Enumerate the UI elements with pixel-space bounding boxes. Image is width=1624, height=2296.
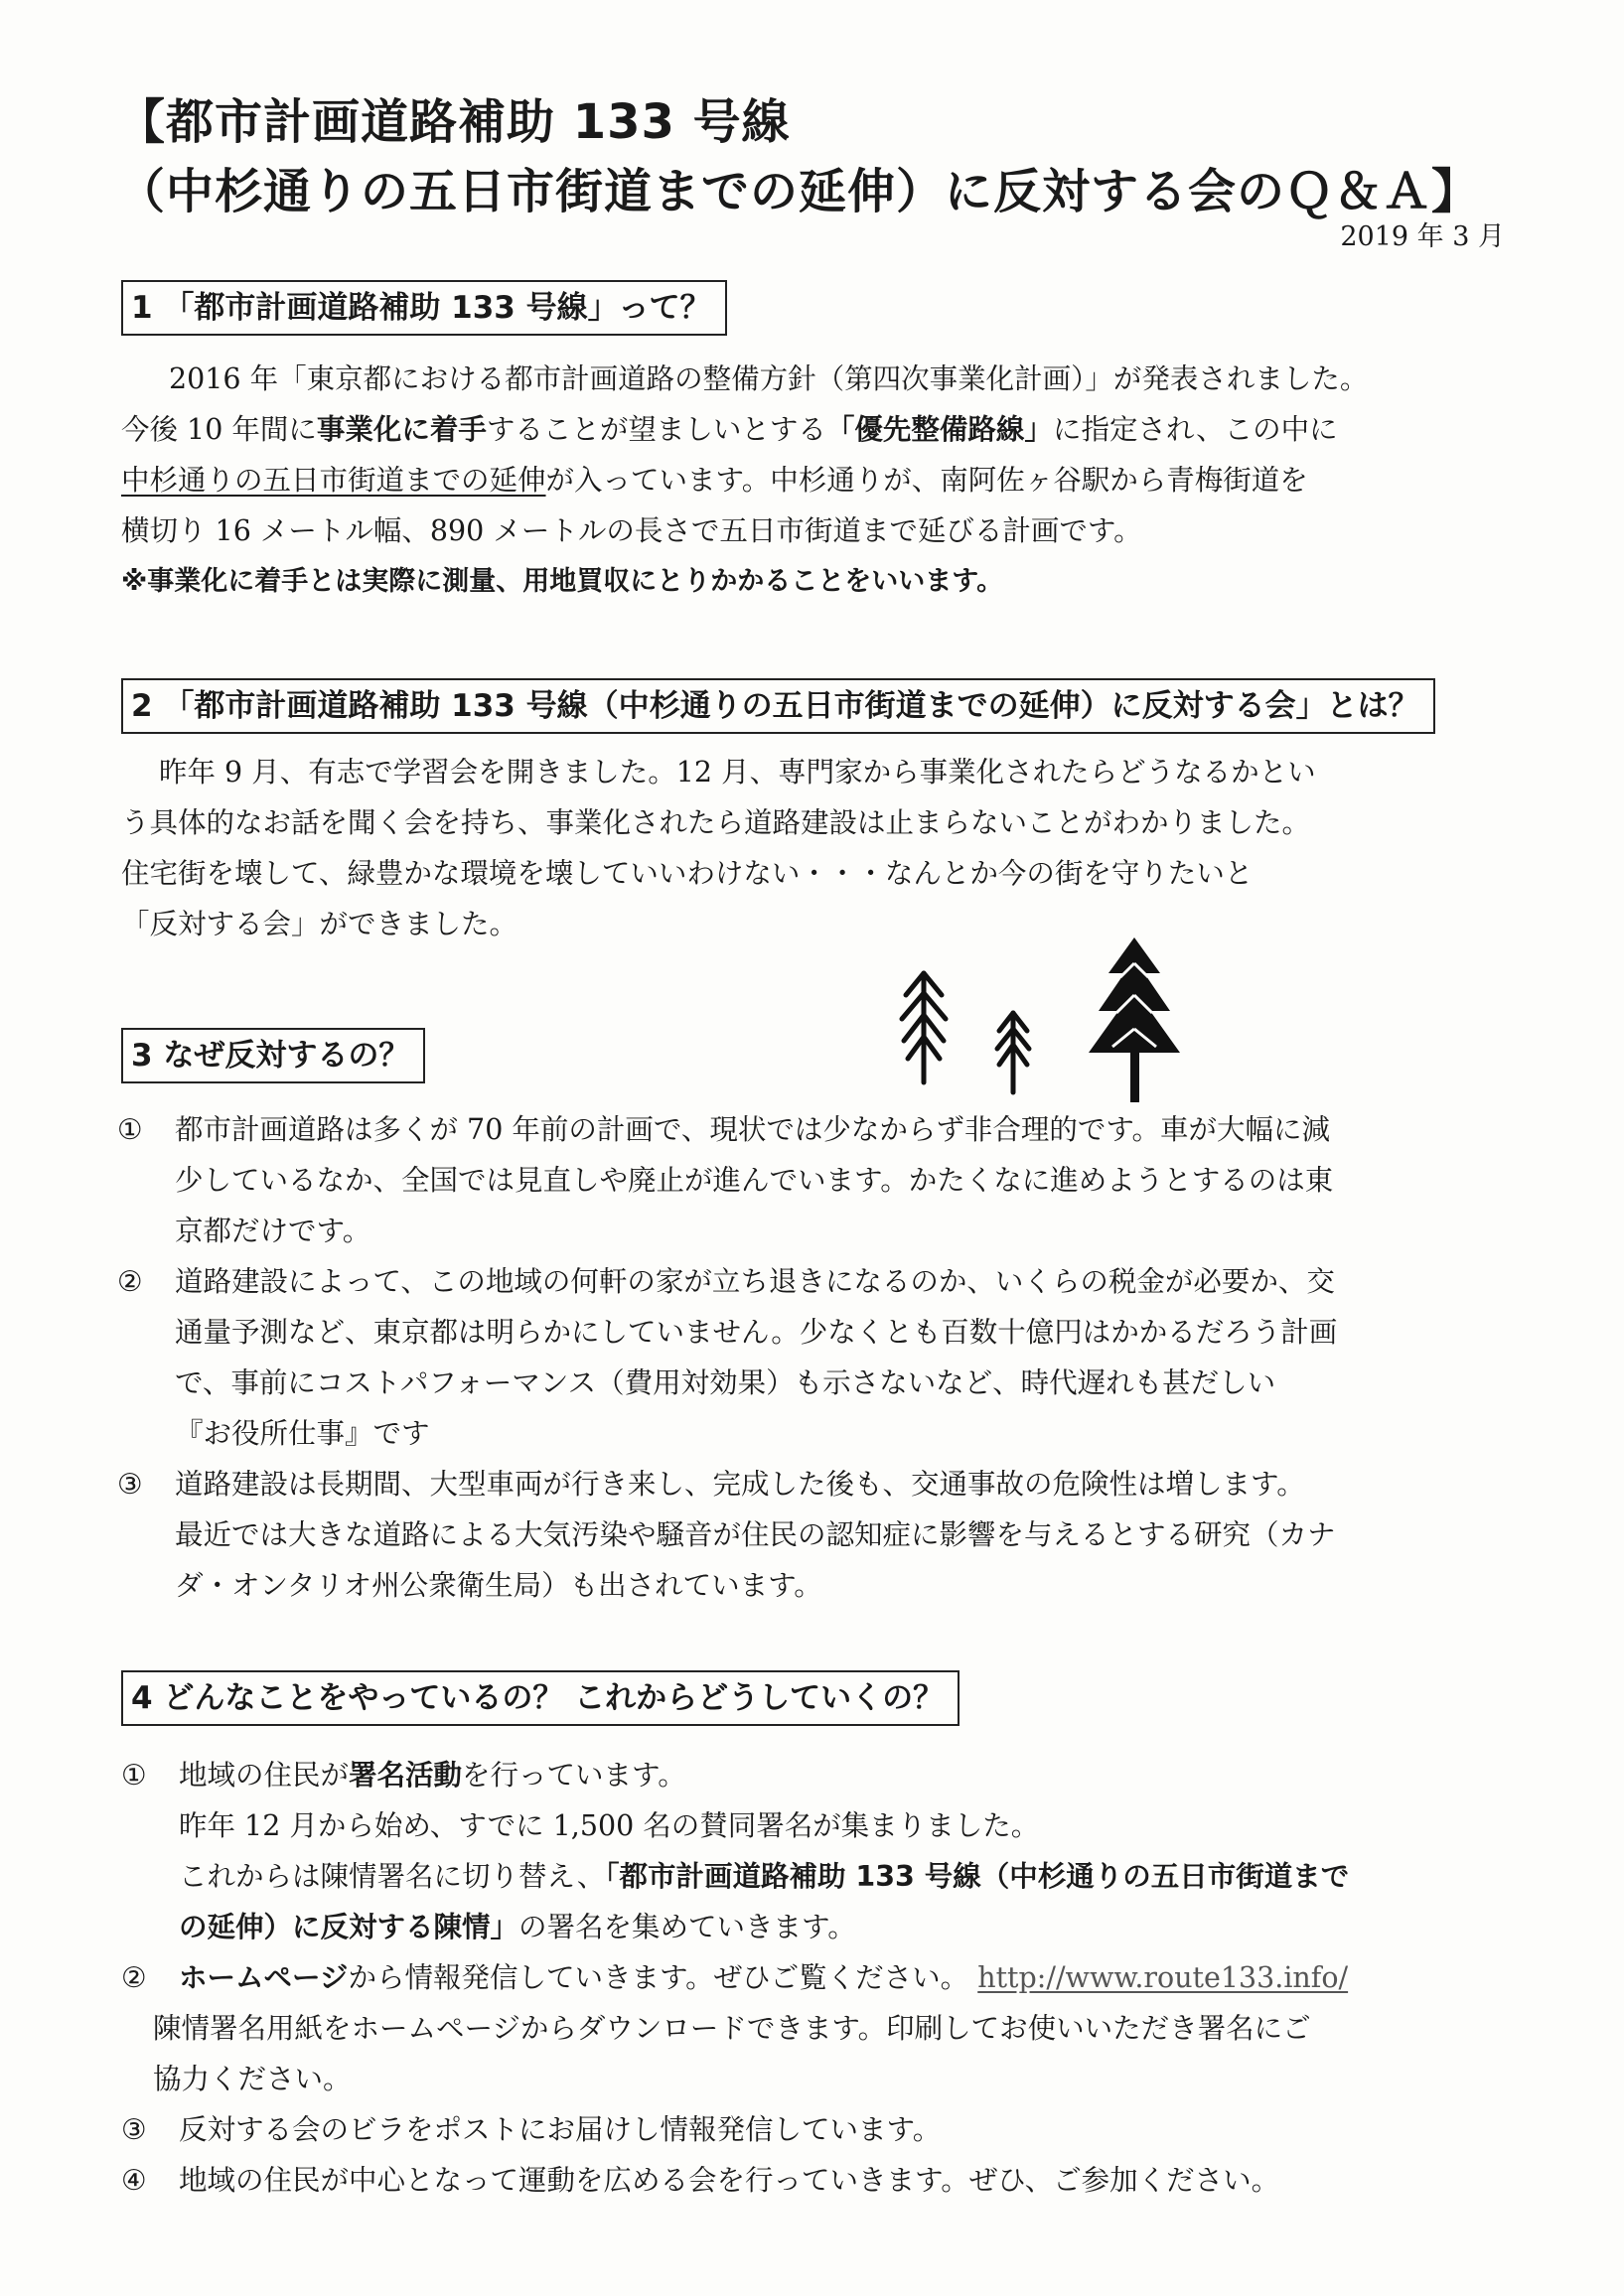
title-line-1: 【都市計画道路補助 133 号線 — [117, 94, 791, 150]
s1-line-3: 中杉通りの五日市街道までの延伸が入っています。中杉通りが、南阿佐ヶ谷駅から青梅街道を — [121, 464, 1308, 497]
section-1-body — [121, 354, 1512, 607]
document-title — [117, 87, 1528, 226]
s4-item-3: ③ 反対する会のビラをポストにお届けし情報発信しています。 — [121, 2113, 942, 2146]
s3-item-3: ③ 道路建設は長期間、大型車両が行き来し、完成した後も、交通事故の危険性は増します。 最近では大きな道路による大気汚染や騒音が住民の認知症に影響を与えるとする研究（カナ ダ・オンタリオ州公衆衛生局）も出されています。 — [117, 1468, 1336, 1602]
s1-line-4: 横切り 16 メートル幅、890 メートルの長さで五日市街道まで延びる計画です。 — [121, 514, 1142, 547]
title-line-2: （中杉通りの五日市街道までの延伸）に反対する会のＱ＆Ａ】 — [117, 164, 1481, 219]
section-1-heading: 1 「都市計画道路補助 133 号線」って？ — [121, 280, 727, 336]
s2-line-4: 「反対する会」ができました。 — [121, 908, 518, 940]
large-tree-icon — [1089, 937, 1180, 1102]
s3-item-2: ② 道路建設によって、この地域の何軒の家が立ち退きになるのか、いくらの税金が必要か、交 通量予測など、東京都は明らかにしていません。少なくとも百数十億円はかかるだろう計画 で、事前にコストパフォーマンス（費用対効果）も示さないなど、時代遅れも甚だしい 『お役所仕事』です — [117, 1265, 1338, 1450]
s3-item-1: ① 都市計画道路は多くが 70 年前の計画で、現状では少なからず非合理的です。車が大幅に減 少しているなか、全国では見直しや廃止が進んでいます。かたくなに進めようとするのは東 京都だけです。 — [117, 1113, 1334, 1247]
small-tree-middle-icon — [997, 1013, 1029, 1092]
tree-illustration — [874, 933, 1202, 1112]
section-2-body — [121, 747, 1512, 949]
s4-item-2: ② ホームページから情報発信していきます。ぜひご覧ください。 http://www.route133.info/ 陳情署名用紙をホームページからダウンロードできます。印刷してお使いいただき署名にご 協力ください。 — [121, 1961, 1349, 2095]
section-2-heading: 2 「都市計画道路補助 133 号線（中杉通りの五日市街道までの延伸）に反対する会」とは？ — [121, 678, 1435, 734]
small-tree-left-icon — [902, 973, 946, 1082]
s2-line-3: 住宅街を壊して、緑豊かな環境を壊していいわけない・・・なんとか今の街を守りたいと — [121, 857, 1254, 890]
section-4-heading: 4 どんなことをやっているの？ これからどうしていくの？ — [121, 1670, 960, 1726]
s2-line-2: う具体的なお話を聞く会を持ち、事業化されたら道路建設は止まらないことがわかりました。 — [121, 806, 1311, 839]
section-4-body — [121, 1750, 1512, 2206]
s1-line-1: 2016 年「東京都における都市計画道路の整備方針（第四次事業化計画）」が発表されました。 — [169, 362, 1369, 395]
section-3-heading: 3 なぜ反対するの？ — [121, 1028, 425, 1083]
s1-note: ※事業化に着手とは実際に測量、用地買収にとりかかることをいいます。 — [121, 566, 1004, 597]
s2-line-1: 昨年 9 月、有志で学習会を開きました。12 月、専門家から事業化されたらどうなるかとい — [159, 756, 1316, 789]
section-3-body — [117, 1104, 1508, 1611]
s4-item-1: ① 地域の住民が署名活動を行っています。 昨年 12 月から始め、すでに 1,500 名の賛同署名が集まりました。 これからは陳情署名に切り替え、「都市計画道路補助 133 号線（中杉通りの五日市街道まで の延伸）に反対する陳情」の署名を集めていきます。 — [121, 1759, 1350, 1943]
document-date: 2019 年 3 月 — [1340, 221, 1505, 252]
website-link[interactable]: http://www.route133.info/ — [977, 1961, 1349, 1994]
s1-line-2: 今後 10 年間に事業化に着手することが望ましいとする「優先整備路線」に指定され、この中に — [121, 413, 1338, 446]
s4-item-4: ④ 地域の住民が中心となって運動を広める会を行っていきます。ぜひ、ご参加ください。 — [121, 2164, 1280, 2197]
